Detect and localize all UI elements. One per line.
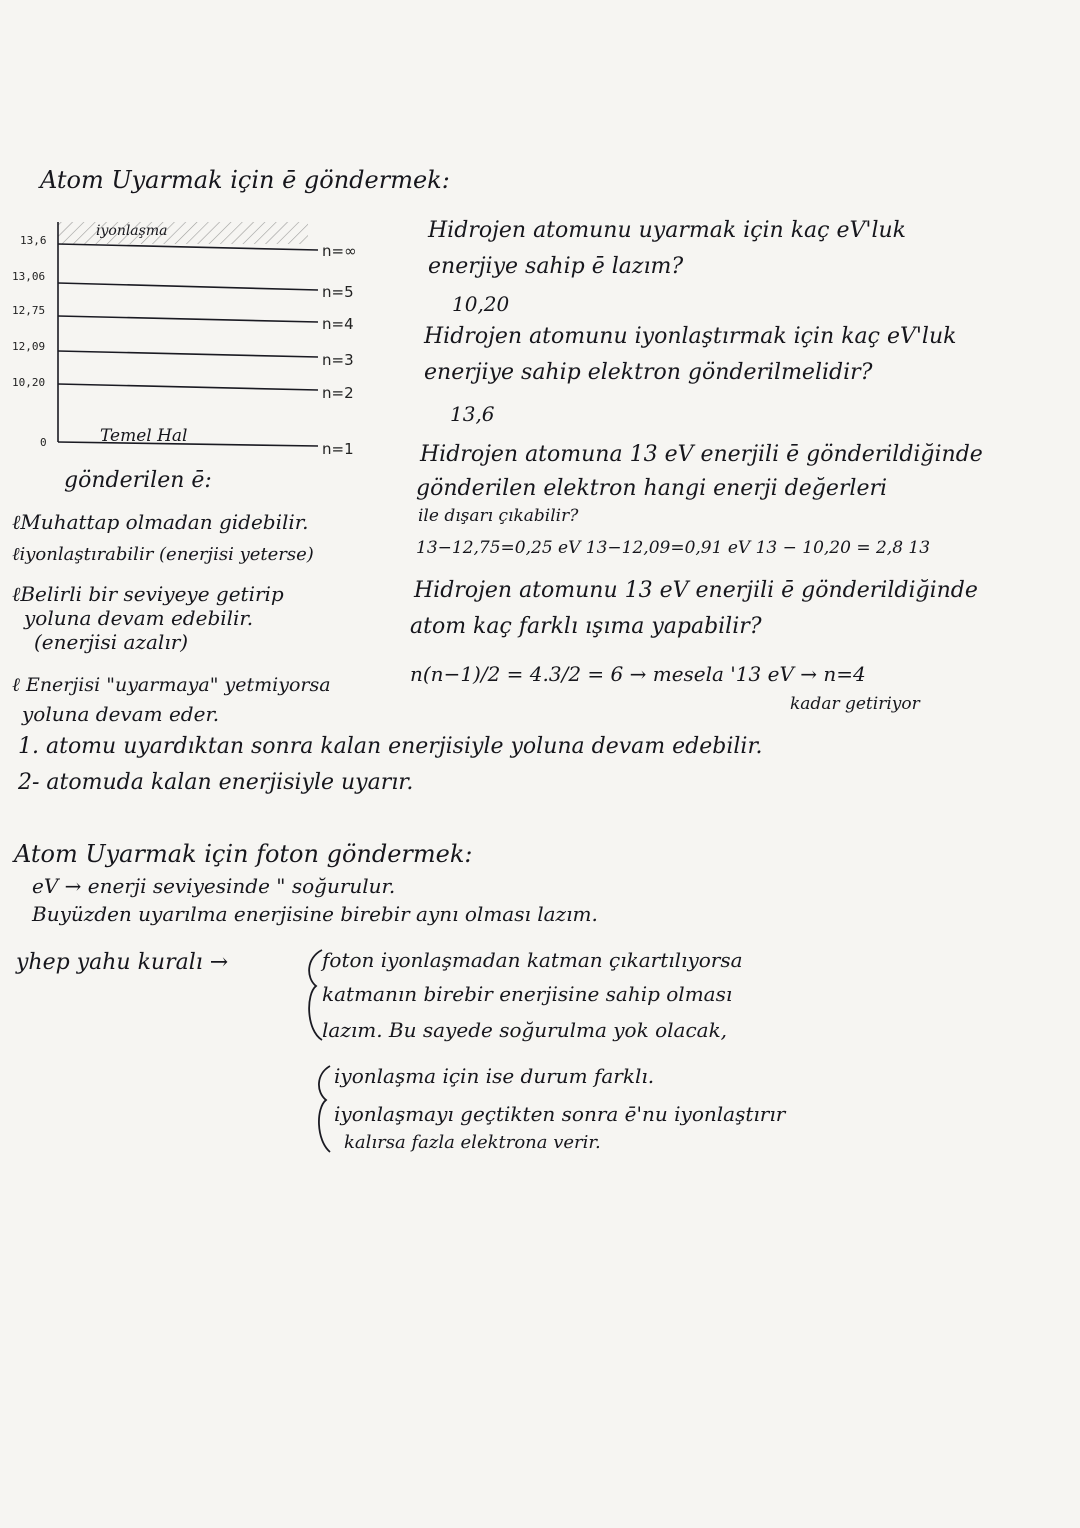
rule-brace-icon (309, 950, 322, 1040)
tick-12-75: 12,75 (12, 304, 46, 317)
level-n-4: n=4 (322, 315, 354, 333)
ionization-line-2: iyonlaşmayı geçtikten sonra ē'nu iyonlaştırır (334, 1102, 786, 1126)
question-3-line-3: ile dışarı çıkabilir? (418, 506, 579, 526)
tick-12-09: 12,09 (12, 340, 46, 353)
question-1-line-1: Hidrojen atomunu uyarmak için kaç eV'luk (428, 218, 906, 243)
level-n-inf: n=∞ (322, 242, 357, 260)
ionization-line-1: iyonlaşma için ise durum farklı. (334, 1064, 655, 1088)
case-line-3: ℓBelirli bir seviyeye getirip (12, 582, 284, 606)
photon-line-2: Buyüzden uyarılma enerjisine birebir aynı olması lazım. (32, 902, 598, 926)
case-line-1: ℓMuhattap olmadan gidebilir. (12, 510, 309, 534)
case-line-7: yoluna devam eder. (22, 702, 220, 726)
question-4-line-2: atom kaç farklı ışıma yapabilir? (410, 614, 762, 639)
level-n-2: n=2 (322, 384, 354, 402)
sent-electron-title: gönderilen ē: (64, 468, 212, 493)
case-line-6: ℓ Enerjisi "uyarmaya" yetmiyorsa (12, 674, 331, 696)
answer-2: 13,6 (450, 402, 495, 426)
tick-13-6: 13,6 (20, 234, 47, 247)
question-1-line-2: enerjiye sahip ē lazım? (428, 254, 684, 279)
answer-3: 13−12,75=0,25 eV 13−12,09=0,91 eV 13 − 10,20 = 2,8 13 (416, 538, 931, 558)
question-2-line-1: Hidrojen atomunu iyonlaştırmak için kaç eV'luk (424, 324, 957, 349)
rule-line-3: lazım. Bu sayede soğurulma yok olacak, (322, 1018, 728, 1042)
ionization-brace-icon (319, 1066, 330, 1152)
case-line-4: yoluna devam edebilir. (24, 606, 254, 630)
answer-4: n(n−1)/2 = 4.3/2 = 6 → mesela '13 eV → n=4 (410, 662, 866, 686)
tick-0: 0 (40, 436, 47, 449)
ground-state-label: Temel Hal (100, 426, 188, 446)
level-n-1: n=1 (322, 440, 354, 458)
section-title-photon: Atom Uyarmak için foton göndermek: (14, 840, 473, 868)
question-3-line-2: gönderilen elektron hangi enerji değerleri (416, 476, 888, 501)
section-title-electron: Atom Uyarmak için ē göndermek: (40, 166, 450, 194)
question-2-line-2: enerjiye sahip elektron gönderilmelidir? (424, 360, 873, 385)
rule-label: yhep yahu kuralı → (16, 950, 229, 975)
level-n-5: n=5 (322, 283, 354, 301)
rule-line-1: foton iyonlaşmadan katman çıkartılıyorsa (322, 948, 743, 972)
answer-4-line-2: kadar getiriyor (790, 694, 920, 714)
level-n-3: n=3 (322, 351, 354, 369)
question-3-line-1: Hidrojen atomuna 13 eV enerjili ē gönderildiğinde (420, 442, 983, 467)
tick-13-06: 13,06 (12, 270, 46, 283)
case-line-5: (enerjisi azalır) (34, 630, 189, 654)
outcome-line-2: 2- atomuda kalan enerjisiyle uyarır. (18, 770, 414, 795)
case-line-2: ℓiyonlaştırabilir (enerjisi yeterse) (12, 544, 314, 565)
outcome-line-1: 1. atomu uyardıktan sonra kalan enerjisiyle yoluna devam edebilir. (18, 734, 763, 759)
ionization-label: iyonlaşma (96, 223, 168, 239)
rule-line-2: katmanın birebir enerjisine sahip olması (322, 982, 733, 1006)
ionization-line-3: kalırsa fazla elektrona verir. (344, 1132, 601, 1153)
answer-1: 10,20 (452, 292, 510, 316)
tick-10-20: 10,20 (12, 376, 46, 389)
question-4-line-1: Hidrojen atomunu 13 eV enerjili ē gönderildiğinde (414, 578, 978, 603)
photon-line-1: eV → enerji seviyesinde " soğurulur. (32, 874, 396, 898)
